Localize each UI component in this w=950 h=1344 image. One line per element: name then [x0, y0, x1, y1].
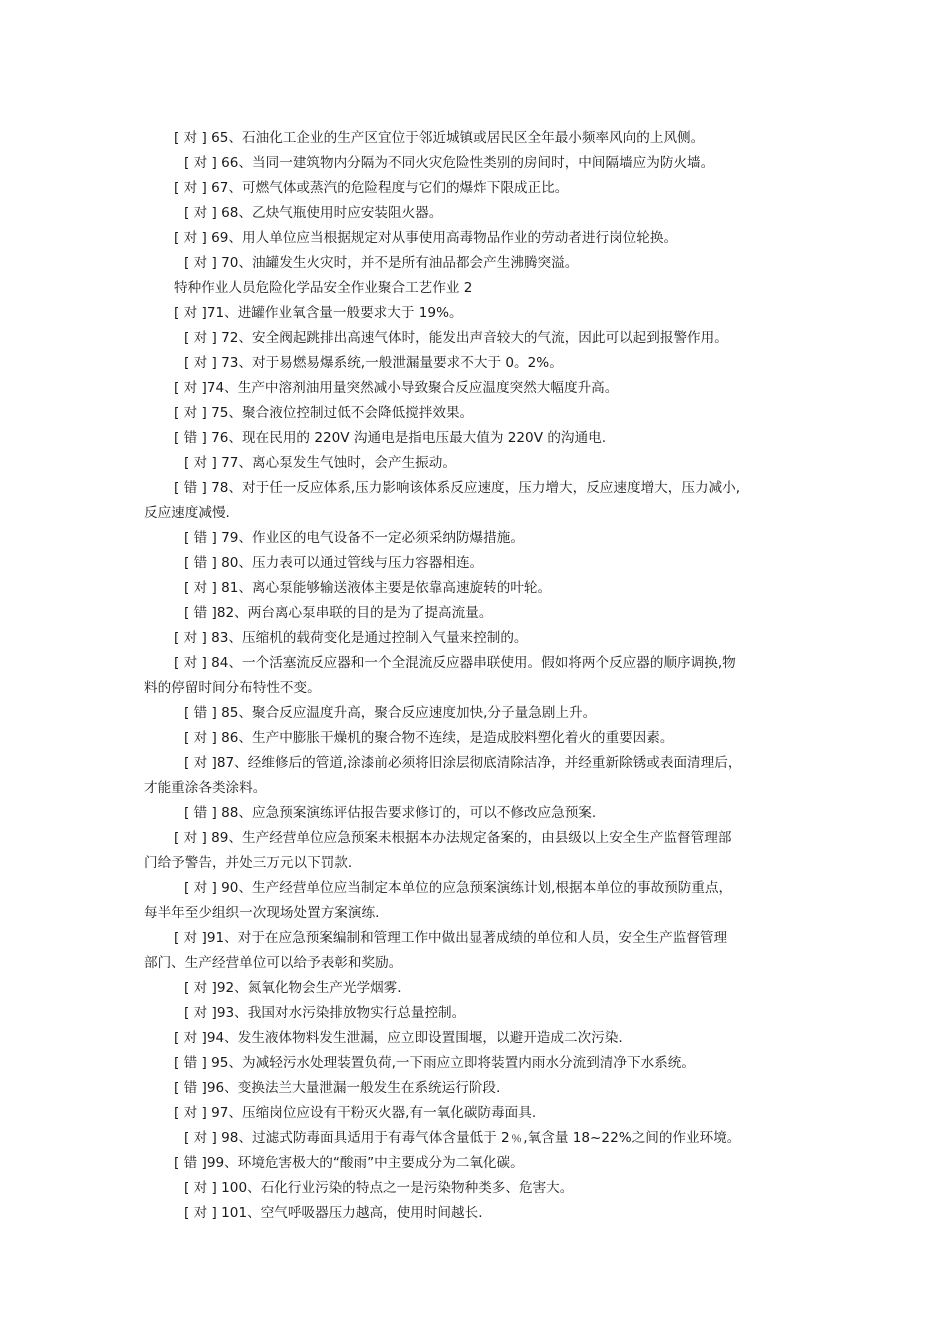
question-line: [ 对 ] 84、一个活塞流反应器和一个全混流反应器串联使用。假如将两个反应器的顺序调换,物 — [174, 655, 736, 671]
question-line: [ 错 ] 79、作业区的电气设备不一定必须采纳防爆措施。 — [184, 530, 524, 546]
question-line: [ 错 ] 80、压力表可以通过管线与压力容器相连。 — [184, 555, 484, 571]
question-line: [ 对 ]94、发生液体物料发生泄漏，应立即设置围堰，以避开造成二次污染. — [174, 1030, 623, 1046]
question-line: [ 错 ] 76、现在民用的 220V 沟通电是指电压最大值为 220V 的沟通电. — [174, 430, 607, 446]
question-line: [ 对 ]92、氮氧化物会生产光学烟雾. — [184, 980, 402, 996]
question-continuation-line: 才能重涂各类涂料。 — [144, 780, 267, 796]
question-line: [ 错 ] 88、应急预案演练评估报告要求修订的，可以不修改应急预案. — [184, 805, 597, 821]
question-line: [ 对 ] 81、离心泵能够输送液体主要是依靠高速旋转的叶轮。 — [184, 580, 552, 596]
question-line: [ 对 ] 86、生产中膨胀干燥机的聚合物不连续，是造成胶料塑化着火的重要因素。 — [184, 730, 674, 746]
question-line: [ 对 ] 72、安全阀起跳排出高速气体时，能发出声音较大的气流，因此可以起到报警作用。 — [184, 330, 728, 346]
question-continuation-line: 料的停留时间分布特性不变。 — [144, 680, 321, 696]
question-line: [ 对 ]91、对于在应急预案编制和管理工作中做出显著成绩的单位和人员，安全生产监督管理 — [174, 930, 728, 946]
question-line: [ 对 ] 97、压缩岗位应设有干粉灭火器,有一氧化碳防毒面具. — [174, 1105, 537, 1121]
question-line: [ 错 ] 78、对于任一反应体系,压力影响该体系反应速度，压力增大，反应速度增大，压力减小, — [174, 480, 741, 496]
question-line: [ 对 ]74、生产中溶剂油用量突然减小导致聚合反应温度突然大幅度升高。 — [174, 380, 619, 396]
question-line: 特种作业人员危险化学品安全作业聚合工艺作业 2 — [174, 280, 473, 296]
question-line: [ 对 ] 70、油罐发生火灾时，并不是所有油品都会产生沸腾突溢。 — [184, 255, 579, 271]
question-line: [ 对 ] 67、可燃气体或蒸汽的危险程度与它们的爆炸下限成正比。 — [174, 180, 569, 196]
question-line: [ 对 ]93、我国对水污染排放物实行总量控制。 — [184, 1005, 466, 1021]
question-continuation-line: 反应速度减慢. — [144, 505, 230, 521]
question-line: [ 错 ]96、变换法兰大量泄漏一般发生在系统运行阶段. — [174, 1080, 501, 1096]
question-line: [ 错 ] 85、聚合反应温度升高，聚合反应速度加快,分子量急剧上升。 — [184, 705, 597, 721]
question-line: [ 对 ] 100、石化行业污染的特点之一是污染物种类多、危害大。 — [184, 1180, 574, 1196]
question-continuation-line: 门给予警告，并处三万元以下罚款. — [144, 855, 353, 871]
question-line: [ 对 ] 73、对于易燃易爆系统,一般泄漏量要求不大于 0。2%。 — [184, 355, 563, 371]
question-line: [ 对 ] 75、聚合液位控制过低不会降低搅拌效果。 — [174, 405, 474, 421]
question-line: [ 对 ] 90、生产经营单位应当制定本单位的应急预案演练计划,根据本单位的事故预防重点， — [184, 880, 733, 896]
question-line: [ 对 ]87、经维修后的管道,涂漆前必须将旧涂层彻底清除洁净，并经重新除锈或表面清理后， — [184, 755, 742, 771]
question-line: [ 对 ]71、进罐作业氧含量一般要求大于 19%。 — [174, 305, 463, 321]
question-line: [ 对 ] 98、过滤式防毒面具适用于有毒气体含量低于 2﹪,氧含量 18~22%之间的作业环境。 — [184, 1130, 741, 1146]
question-continuation-line: 部门、生产经营单位可以给予表彰和奖励。 — [144, 955, 403, 971]
question-line: [ 错 ]99、环境危害极大的“酸雨”中主要成分为二氧化碳。 — [174, 1155, 524, 1171]
question-line: [ 错 ] 95、为减轻污水处理装置负荷,一下雨应立即将装置内雨水分流到清净下水系统。 — [174, 1055, 695, 1071]
question-list — [144, 126, 824, 1226]
question-line: [ 对 ] 66、当同一建筑物内分隔为不同火灾危险性类别的房间时，中间隔墙应为防火墙。 — [184, 155, 715, 171]
question-line: [ 对 ] 68、乙炔气瓶使用时应安装阻火器。 — [184, 205, 443, 221]
question-line: [ 对 ] 65、石油化工企业的生产区宜位于邻近城镇或居民区全年最小频率风向的上风侧。 — [174, 130, 705, 146]
question-line: [ 对 ] 89、生产经营单位应急预案未根据本办法规定备案的，由县级以上安全生产监督管理部 — [174, 830, 732, 846]
question-line: [ 对 ] 101、空气呼吸器压力越高，使用时间越长. — [184, 1205, 483, 1221]
question-line: [ 错 ]82、两台离心泵串联的目的是为了提高流量。 — [184, 605, 493, 621]
question-line: [ 对 ] 83、压缩机的载荷变化是通过控制入气量来控制的。 — [174, 630, 528, 646]
question-line: [ 对 ] 69、用人单位应当根据规定对从事使用高毒物品作业的劳动者进行岗位轮换。 — [174, 230, 678, 246]
question-line: [ 对 ] 77、离心泵发生气蚀时，会产生振动。 — [184, 455, 456, 471]
question-continuation-line: 每半年至少组织一次现场处置方案演练. — [144, 905, 380, 921]
